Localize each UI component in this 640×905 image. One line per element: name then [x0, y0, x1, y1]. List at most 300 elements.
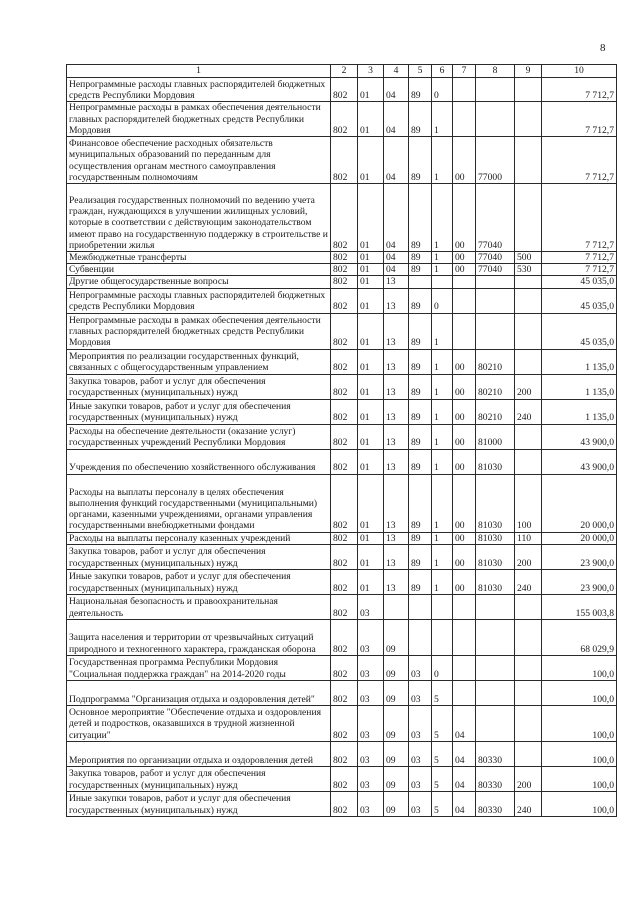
- ministry-code-cell: 802: [331, 766, 358, 791]
- amount-cell: 100,0: [542, 741, 617, 766]
- direction-code-cell: 80330: [476, 791, 515, 816]
- section-code-cell: 03: [358, 705, 384, 741]
- activity-code-cell: 00: [453, 424, 476, 449]
- direction-code-cell: 81030: [476, 449, 515, 474]
- activity-code-cell: [453, 619, 476, 655]
- expense-type-cell: 240: [515, 791, 542, 816]
- subprogram-code-cell: 5: [432, 680, 453, 705]
- subsection-code-cell: 13: [384, 349, 409, 374]
- name-cell: Основное мероприятие "Обеспечение отдыха и оздоровления детей и подростков, оказавшихся в трудной жизненной ситуации": [67, 705, 331, 741]
- header-cell-expense-type: 9: [515, 65, 542, 78]
- subprogram-code-cell: 5: [432, 741, 453, 766]
- amount-cell: 7 712,7: [542, 264, 617, 276]
- table-row: [67, 424, 617, 449]
- header-cell-amount: 10: [542, 65, 617, 78]
- name-cell: Непрограммные расходы в рамках обеспечения деятельности главных распорядителей бюджетных средств Республики Мордовия: [67, 313, 331, 349]
- amount-cell: 23 900,0: [542, 569, 617, 594]
- ministry-code-cell: 802: [331, 349, 358, 374]
- table-row: [67, 619, 617, 655]
- expense-type-cell: 110: [515, 532, 542, 544]
- subprogram-code-cell: 1: [432, 102, 453, 137]
- program-code-cell: 03: [409, 791, 432, 816]
- direction-code-cell: [476, 102, 515, 137]
- subprogram-code-cell: 1: [432, 184, 453, 252]
- amount-cell: 1 135,0: [542, 399, 617, 424]
- expense-type-cell: [515, 313, 542, 349]
- ministry-code-cell: 802: [331, 532, 358, 544]
- subprogram-code-cell: 5: [432, 705, 453, 741]
- direction-code-cell: 81030: [476, 569, 515, 594]
- expense-type-cell: [515, 424, 542, 449]
- ministry-code-cell: 802: [331, 252, 358, 264]
- table-row: [67, 741, 617, 766]
- amount-cell: 45 035,0: [542, 313, 617, 349]
- subprogram-code-cell: 1: [432, 449, 453, 474]
- subprogram-code-cell: [432, 619, 453, 655]
- program-code-cell: [409, 594, 432, 619]
- ministry-code-cell: 802: [331, 569, 358, 594]
- amount-cell: 45 035,0: [542, 288, 617, 313]
- activity-code-cell: [453, 276, 476, 288]
- activity-code-cell: 00: [453, 399, 476, 424]
- subsection-code-cell: 04: [384, 264, 409, 276]
- section-code-cell: 01: [358, 349, 384, 374]
- activity-code-cell: [453, 680, 476, 705]
- expense-type-cell: 200: [515, 544, 542, 569]
- subprogram-code-cell: 1: [432, 399, 453, 424]
- activity-code-cell: 00: [453, 449, 476, 474]
- subsection-code-cell: 09: [384, 655, 409, 680]
- table-row: [67, 655, 617, 680]
- table-row: [67, 313, 617, 349]
- subprogram-code-cell: 1: [432, 252, 453, 264]
- section-code-cell: 03: [358, 655, 384, 680]
- direction-code-cell: [476, 594, 515, 619]
- ministry-code-cell: 802: [331, 288, 358, 313]
- subprogram-code-cell: 1: [432, 264, 453, 276]
- subsection-code-cell: 09: [384, 680, 409, 705]
- name-cell: Защита населения и территории от чрезвычайных ситуаций природного и техногенного характера, гражданская оборона: [67, 619, 331, 655]
- subprogram-code-cell: 1: [432, 349, 453, 374]
- table-row: [67, 449, 617, 474]
- expense-type-cell: [515, 349, 542, 374]
- section-code-cell: 03: [358, 594, 384, 619]
- subprogram-code-cell: 1: [432, 374, 453, 399]
- expense-type-cell: 240: [515, 399, 542, 424]
- name-cell: Непрограммные расходы главных распорядителей бюджетных средств Республики Мордовия: [67, 78, 331, 102]
- amount-cell: 1 135,0: [542, 349, 617, 374]
- name-cell: Финансовое обеспечение расходных обязательств муниципальных образований по переданным для осуществления органам местного самоуправления государственным полномочиям: [67, 137, 331, 184]
- amount-cell: 68 029,9: [542, 619, 617, 655]
- ministry-code-cell: 802: [331, 374, 358, 399]
- ministry-code-cell: 802: [331, 449, 358, 474]
- name-cell: Учреждения по обеспечению хозяйственного обслуживания: [67, 449, 331, 474]
- ministry-code-cell: 802: [331, 184, 358, 252]
- amount-cell: 7 712,7: [542, 252, 617, 264]
- name-cell: Подпрограмма "Организация отдыха и оздоровления детей": [67, 680, 331, 705]
- program-code-cell: 89: [409, 288, 432, 313]
- direction-code-cell: [476, 619, 515, 655]
- activity-code-cell: 00: [453, 532, 476, 544]
- name-cell: Расходы на выплаты персоналу казенных учреждений: [67, 532, 331, 544]
- table-row: [67, 544, 617, 569]
- expense-type-cell: [515, 102, 542, 137]
- header-cell-activity: 7: [453, 65, 476, 78]
- ministry-code-cell: 802: [331, 655, 358, 680]
- program-code-cell: 89: [409, 374, 432, 399]
- amount-cell: 43 900,0: [542, 449, 617, 474]
- table-row: [67, 374, 617, 399]
- subsection-code-cell: [384, 594, 409, 619]
- section-code-cell: 01: [358, 544, 384, 569]
- program-code-cell: 89: [409, 544, 432, 569]
- section-code-cell: 01: [358, 399, 384, 424]
- section-code-cell: 01: [358, 264, 384, 276]
- table-row: [67, 252, 617, 264]
- expense-type-cell: 200: [515, 374, 542, 399]
- program-code-cell: 89: [409, 102, 432, 137]
- amount-cell: 43 900,0: [542, 424, 617, 449]
- name-cell: Мероприятия по реализации государственных функций, связанных с общегосударственным управлением: [67, 349, 331, 374]
- program-code-cell: 89: [409, 424, 432, 449]
- name-cell: Непрограммные расходы в рамках обеспечения деятельности главных распорядителей бюджетных средств Республики Мордовия: [67, 102, 331, 137]
- subsection-code-cell: 04: [384, 102, 409, 137]
- ministry-code-cell: 802: [331, 544, 358, 569]
- table-header-row: [67, 65, 617, 78]
- subsection-code-cell: 13: [384, 569, 409, 594]
- ministry-code-cell: 802: [331, 619, 358, 655]
- name-cell: Другие общегосударственные вопросы: [67, 276, 331, 288]
- direction-code-cell: [476, 313, 515, 349]
- direction-code-cell: [476, 680, 515, 705]
- amount-cell: 100,0: [542, 655, 617, 680]
- expense-type-cell: [515, 594, 542, 619]
- section-code-cell: 01: [358, 252, 384, 264]
- name-cell: Национальная безопасность и правоохранительная деятельность: [67, 594, 331, 619]
- subsection-code-cell: 04: [384, 184, 409, 252]
- ministry-code-cell: 802: [331, 78, 358, 102]
- subsection-code-cell: 04: [384, 252, 409, 264]
- amount-cell: 100,0: [542, 791, 617, 816]
- program-code-cell: 03: [409, 705, 432, 741]
- direction-code-cell: 80210: [476, 399, 515, 424]
- table-row: [67, 705, 617, 741]
- subprogram-code-cell: 1: [432, 569, 453, 594]
- section-code-cell: 03: [358, 741, 384, 766]
- activity-code-cell: 00: [453, 264, 476, 276]
- program-code-cell: 89: [409, 78, 432, 102]
- activity-code-cell: 00: [453, 137, 476, 184]
- expense-type-cell: [515, 705, 542, 741]
- direction-code-cell: [476, 276, 515, 288]
- subsection-code-cell: 09: [384, 705, 409, 741]
- expense-type-cell: [515, 288, 542, 313]
- direction-code-cell: 81030: [476, 544, 515, 569]
- table-body: [67, 78, 617, 817]
- activity-code-cell: [453, 594, 476, 619]
- name-cell: Закупка товаров, работ и услуг для обеспечения государственных (муниципальных) нужд: [67, 374, 331, 399]
- ministry-code-cell: 802: [331, 399, 358, 424]
- ministry-code-cell: 802: [331, 474, 358, 532]
- direction-code-cell: 80210: [476, 349, 515, 374]
- program-code-cell: 03: [409, 766, 432, 791]
- ministry-code-cell: 802: [331, 680, 358, 705]
- subsection-code-cell: 13: [384, 544, 409, 569]
- section-code-cell: 01: [358, 102, 384, 137]
- table-row: [67, 766, 617, 791]
- header-cell-ministry: 2: [331, 65, 358, 78]
- amount-cell: 7 712,7: [542, 102, 617, 137]
- subsection-code-cell: 13: [384, 399, 409, 424]
- activity-code-cell: 04: [453, 791, 476, 816]
- activity-code-cell: [453, 288, 476, 313]
- activity-code-cell: 00: [453, 544, 476, 569]
- program-code-cell: 89: [409, 449, 432, 474]
- section-code-cell: 03: [358, 619, 384, 655]
- table-row: [67, 137, 617, 184]
- table-row: [67, 594, 617, 619]
- ministry-code-cell: 802: [331, 594, 358, 619]
- name-cell: Закупка товаров, работ и услуг для обеспечения государственных (муниципальных) нужд: [67, 544, 331, 569]
- program-code-cell: 89: [409, 569, 432, 594]
- header-cell-section: 3: [358, 65, 384, 78]
- expense-type-cell: [515, 680, 542, 705]
- activity-code-cell: 04: [453, 705, 476, 741]
- amount-cell: 1 135,0: [542, 374, 617, 399]
- direction-code-cell: 77040: [476, 184, 515, 252]
- activity-code-cell: [453, 102, 476, 137]
- direction-code-cell: [476, 655, 515, 680]
- expense-type-cell: 530: [515, 264, 542, 276]
- table-row: [67, 474, 617, 532]
- section-code-cell: 01: [358, 78, 384, 102]
- name-cell: Иные закупки товаров, работ и услуг для обеспечения государственных (муниципальных) нужд: [67, 791, 331, 816]
- expense-type-cell: 500: [515, 252, 542, 264]
- section-code-cell: 01: [358, 424, 384, 449]
- subprogram-code-cell: 1: [432, 532, 453, 544]
- activity-code-cell: 00: [453, 374, 476, 399]
- direction-code-cell: [476, 288, 515, 313]
- program-code-cell: 89: [409, 532, 432, 544]
- table-row: [67, 569, 617, 594]
- table-row: [67, 399, 617, 424]
- expense-type-cell: [515, 184, 542, 252]
- table-row: [67, 276, 617, 288]
- amount-cell: 20 000,0: [542, 474, 617, 532]
- subsection-code-cell: 04: [384, 137, 409, 184]
- section-code-cell: 03: [358, 680, 384, 705]
- direction-code-cell: 81030: [476, 532, 515, 544]
- section-code-cell: 01: [358, 288, 384, 313]
- subprogram-code-cell: 1: [432, 544, 453, 569]
- amount-cell: 100,0: [542, 680, 617, 705]
- header-cell-subsection: 4: [384, 65, 409, 78]
- activity-code-cell: 00: [453, 569, 476, 594]
- amount-cell: 23 900,0: [542, 544, 617, 569]
- subsection-code-cell: 09: [384, 741, 409, 766]
- subprogram-code-cell: 1: [432, 137, 453, 184]
- direction-code-cell: [476, 705, 515, 741]
- header-cell-direction: 8: [476, 65, 515, 78]
- expense-type-cell: [515, 78, 542, 102]
- amount-cell: 7 712,7: [542, 137, 617, 184]
- ministry-code-cell: 802: [331, 424, 358, 449]
- table-row: [67, 102, 617, 137]
- table-row: [67, 264, 617, 276]
- activity-code-cell: 04: [453, 741, 476, 766]
- amount-cell: 155 003,8: [542, 594, 617, 619]
- header-cell-program: 5: [409, 65, 432, 78]
- subsection-code-cell: 13: [384, 449, 409, 474]
- name-cell: Межбюджетные трансферты: [67, 252, 331, 264]
- program-code-cell: 89: [409, 264, 432, 276]
- subsection-code-cell: 13: [384, 474, 409, 532]
- program-code-cell: 89: [409, 184, 432, 252]
- activity-code-cell: 00: [453, 474, 476, 532]
- direction-code-cell: 77040: [476, 252, 515, 264]
- expense-type-cell: [515, 449, 542, 474]
- name-cell: Закупка товаров, работ и услуг для обеспечения государственных (муниципальных) нужд: [67, 766, 331, 791]
- direction-code-cell: [476, 78, 515, 102]
- ministry-code-cell: 802: [331, 313, 358, 349]
- subsection-code-cell: 13: [384, 532, 409, 544]
- activity-code-cell: [453, 78, 476, 102]
- ministry-code-cell: 802: [331, 276, 358, 288]
- subsection-code-cell: 09: [384, 791, 409, 816]
- table-row: [67, 791, 617, 816]
- program-code-cell: [409, 276, 432, 288]
- program-code-cell: 03: [409, 680, 432, 705]
- expense-type-cell: [515, 619, 542, 655]
- activity-code-cell: 00: [453, 252, 476, 264]
- expense-type-cell: [515, 137, 542, 184]
- table-row: [67, 78, 617, 102]
- program-code-cell: [409, 619, 432, 655]
- direction-code-cell: 81000: [476, 424, 515, 449]
- program-code-cell: 89: [409, 252, 432, 264]
- direction-code-cell: 77000: [476, 137, 515, 184]
- name-cell: Иные закупки товаров, работ и услуг для обеспечения государственных (муниципальных) нужд: [67, 399, 331, 424]
- ministry-code-cell: 802: [331, 791, 358, 816]
- expense-type-cell: 200: [515, 766, 542, 791]
- name-cell: Непрограммные расходы главных распорядителей бюджетных средств Республики Мордовия: [67, 288, 331, 313]
- subprogram-code-cell: 5: [432, 791, 453, 816]
- subsection-code-cell: 13: [384, 288, 409, 313]
- direction-code-cell: 80330: [476, 741, 515, 766]
- amount-cell: 45 035,0: [542, 276, 617, 288]
- expense-type-cell: 240: [515, 569, 542, 594]
- subprogram-code-cell: 1: [432, 313, 453, 349]
- section-code-cell: 01: [358, 276, 384, 288]
- ministry-code-cell: 802: [331, 137, 358, 184]
- subsection-code-cell: 13: [384, 374, 409, 399]
- section-code-cell: 01: [358, 374, 384, 399]
- subprogram-code-cell: [432, 594, 453, 619]
- ministry-code-cell: 802: [331, 264, 358, 276]
- section-code-cell: 03: [358, 791, 384, 816]
- activity-code-cell: 04: [453, 766, 476, 791]
- table-row: [67, 349, 617, 374]
- ministry-code-cell: 802: [331, 102, 358, 137]
- expense-type-cell: [515, 655, 542, 680]
- subsection-code-cell: 09: [384, 619, 409, 655]
- page-number: 8: [600, 42, 606, 54]
- program-code-cell: 89: [409, 399, 432, 424]
- subsection-code-cell: 13: [384, 313, 409, 349]
- table-row: [67, 532, 617, 544]
- direction-code-cell: 80330: [476, 766, 515, 791]
- header-cell-subprogram: 6: [432, 65, 453, 78]
- section-code-cell: 01: [358, 313, 384, 349]
- name-cell: Расходы на обеспечение деятельности (оказание услуг) государственных учреждений Республики Мордовия: [67, 424, 331, 449]
- name-cell: Реализация государственных полномочий по ведению учета граждан, нуждающихся в улучшении жилищных условий, которые в соответствии с действующим законодательством имеют право на государственную поддержку в строительстве и приобретении жилья: [67, 184, 331, 252]
- expense-type-cell: [515, 741, 542, 766]
- amount-cell: 7 712,7: [542, 184, 617, 252]
- table-row: [67, 680, 617, 705]
- section-code-cell: 01: [358, 449, 384, 474]
- amount-cell: 100,0: [542, 705, 617, 741]
- program-code-cell: 89: [409, 137, 432, 184]
- amount-cell: 100,0: [542, 766, 617, 791]
- table-row: [67, 184, 617, 252]
- program-code-cell: 03: [409, 741, 432, 766]
- amount-cell: 7 712,7: [542, 78, 617, 102]
- activity-code-cell: 00: [453, 349, 476, 374]
- activity-code-cell: [453, 655, 476, 680]
- subprogram-code-cell: 1: [432, 424, 453, 449]
- section-code-cell: 01: [358, 532, 384, 544]
- activity-code-cell: [453, 313, 476, 349]
- header-cell-name: 1: [67, 65, 331, 78]
- section-code-cell: 03: [358, 766, 384, 791]
- expense-type-cell: 100: [515, 474, 542, 532]
- name-cell: Иные закупки товаров, работ и услуг для обеспечения государственных (муниципальных) нужд: [67, 569, 331, 594]
- ministry-code-cell: 802: [331, 705, 358, 741]
- ministry-code-cell: 802: [331, 741, 358, 766]
- subsection-code-cell: 13: [384, 276, 409, 288]
- subprogram-code-cell: 1: [432, 474, 453, 532]
- subprogram-code-cell: 0: [432, 78, 453, 102]
- subprogram-code-cell: 0: [432, 655, 453, 680]
- subprogram-code-cell: [432, 276, 453, 288]
- table-row: [67, 288, 617, 313]
- subprogram-code-cell: 0: [432, 288, 453, 313]
- subsection-code-cell: 09: [384, 766, 409, 791]
- section-code-cell: 01: [358, 184, 384, 252]
- section-code-cell: 01: [358, 137, 384, 184]
- subsection-code-cell: 13: [384, 424, 409, 449]
- program-code-cell: 89: [409, 349, 432, 374]
- program-code-cell: 89: [409, 313, 432, 349]
- activity-code-cell: 00: [453, 184, 476, 252]
- subsection-code-cell: 04: [384, 78, 409, 102]
- direction-code-cell: 81030: [476, 474, 515, 532]
- program-code-cell: 89: [409, 474, 432, 532]
- name-cell: Субвенции: [67, 264, 331, 276]
- direction-code-cell: 80210: [476, 374, 515, 399]
- amount-cell: 20 000,0: [542, 532, 617, 544]
- section-code-cell: 01: [358, 474, 384, 532]
- subprogram-code-cell: 5: [432, 766, 453, 791]
- name-cell: Государственная программа Республики Мордовия "Социальная поддержка граждан" на 2014-2020 годы: [67, 655, 331, 680]
- section-code-cell: 01: [358, 569, 384, 594]
- name-cell: Расходы на выплаты персоналу в целях обеспечения выполнения функций государственными (муниципальными) органами, казенными учреждениями, органами управления государственными внебюджетными фондами: [67, 474, 331, 532]
- expense-type-cell: [515, 276, 542, 288]
- program-code-cell: 03: [409, 655, 432, 680]
- budget-table: [66, 64, 617, 817]
- direction-code-cell: 77040: [476, 264, 515, 276]
- name-cell: Мероприятия по организации отдыха и оздоровления детей: [67, 741, 331, 766]
